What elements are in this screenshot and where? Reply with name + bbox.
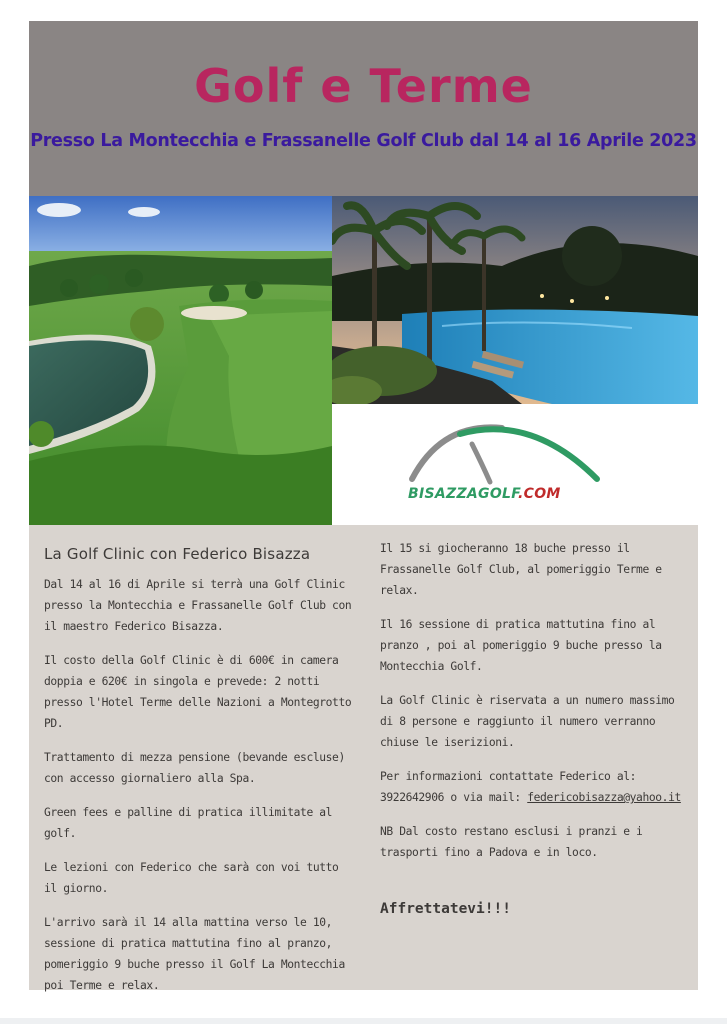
- clinic-title: La Golf Clinic con Federico Bisazza: [44, 545, 311, 563]
- paragraph-note: NB Dal costo restano esclusi i pranzi e i trasporti fino a Padova e in loco.: [380, 825, 643, 859]
- paragraph-capacity: La Golf Clinic è riservata a un numero massimo di 8 persone e raggiunto il numero verranno chiuse le iserizioni.: [380, 694, 675, 749]
- paragraph-green-fees: Green fees e palline di pratica illimitate al golf.: [44, 806, 333, 840]
- golf-course-illustration: [29, 196, 332, 525]
- clinic-details: [29, 525, 698, 990]
- bisazzagolf-logo: [332, 404, 698, 525]
- paragraph-arrival: L'arrivo sarà il 14 alla mattina verso le 10, sessione di pratica mattutina fino al pranzo, pomeriggio 9 buche presso il Golf La Montecchia poi Terme e relax.: [44, 916, 345, 992]
- contact-email-link[interactable]: federicobisazza@yahoo.it: [527, 791, 681, 804]
- paragraph-board: Trattamento di mezza pensione (bevande escluse) con accesso giornaliero alla Spa.: [44, 751, 345, 785]
- logo-text-name: BISAZZAGOLF: [408, 486, 519, 502]
- call-to-action: Affrettatevi!!!: [380, 901, 511, 917]
- logo-text: [408, 486, 561, 502]
- golf-course-photo: [29, 196, 332, 525]
- paragraph-day-16: Il 16 sessione di pratica mattutina fino al pranzo , poi al pomeriggio 9 buche presso la Montecchia Golf.: [380, 618, 662, 673]
- paragraph-dates: Dal 14 al 16 di Aprile si terrà una Golf Clinic presso la Montecchia e Frassanelle Golf Club con il maestro Federico Bisazza.: [44, 578, 352, 633]
- logo-text-domain: .COM: [518, 486, 561, 502]
- spa-pool-photo: [332, 196, 698, 404]
- paragraph-day-15: Il 15 si giocheranno 18 buche presso il Frassanelle Golf Club, al pomeriggio Terme e relax.: [380, 542, 662, 597]
- flyer-title: Golf e Terme: [194, 59, 533, 113]
- paragraph-contact: [380, 766, 685, 808]
- flyer-subtitle: Presso La Montecchia e Frassanelle Golf Club dal 14 al 16 Aprile 2023: [30, 131, 697, 151]
- logo-arc-icon: [332, 404, 698, 525]
- paragraph-cost: Il costo della Golf Clinic è di 600€ in camera doppia e 620€ in singola e prevede: 2 notti presso l'Hotel Terme delle Nazioni a Montegrotto PD.: [44, 654, 352, 730]
- contact-text: Per informazioni contattate Federico al: 3922642906 o via mail:: [380, 770, 637, 804]
- flyer-header: [29, 21, 698, 196]
- paragraph-lessons: Le lezioni con Federico che sarà con voi tutto il giorno.: [44, 861, 339, 895]
- spa-pool-illustration: [332, 196, 698, 404]
- left-column: [44, 525, 354, 1009]
- right-column: [380, 525, 685, 917]
- bottom-strip: [0, 1018, 727, 1024]
